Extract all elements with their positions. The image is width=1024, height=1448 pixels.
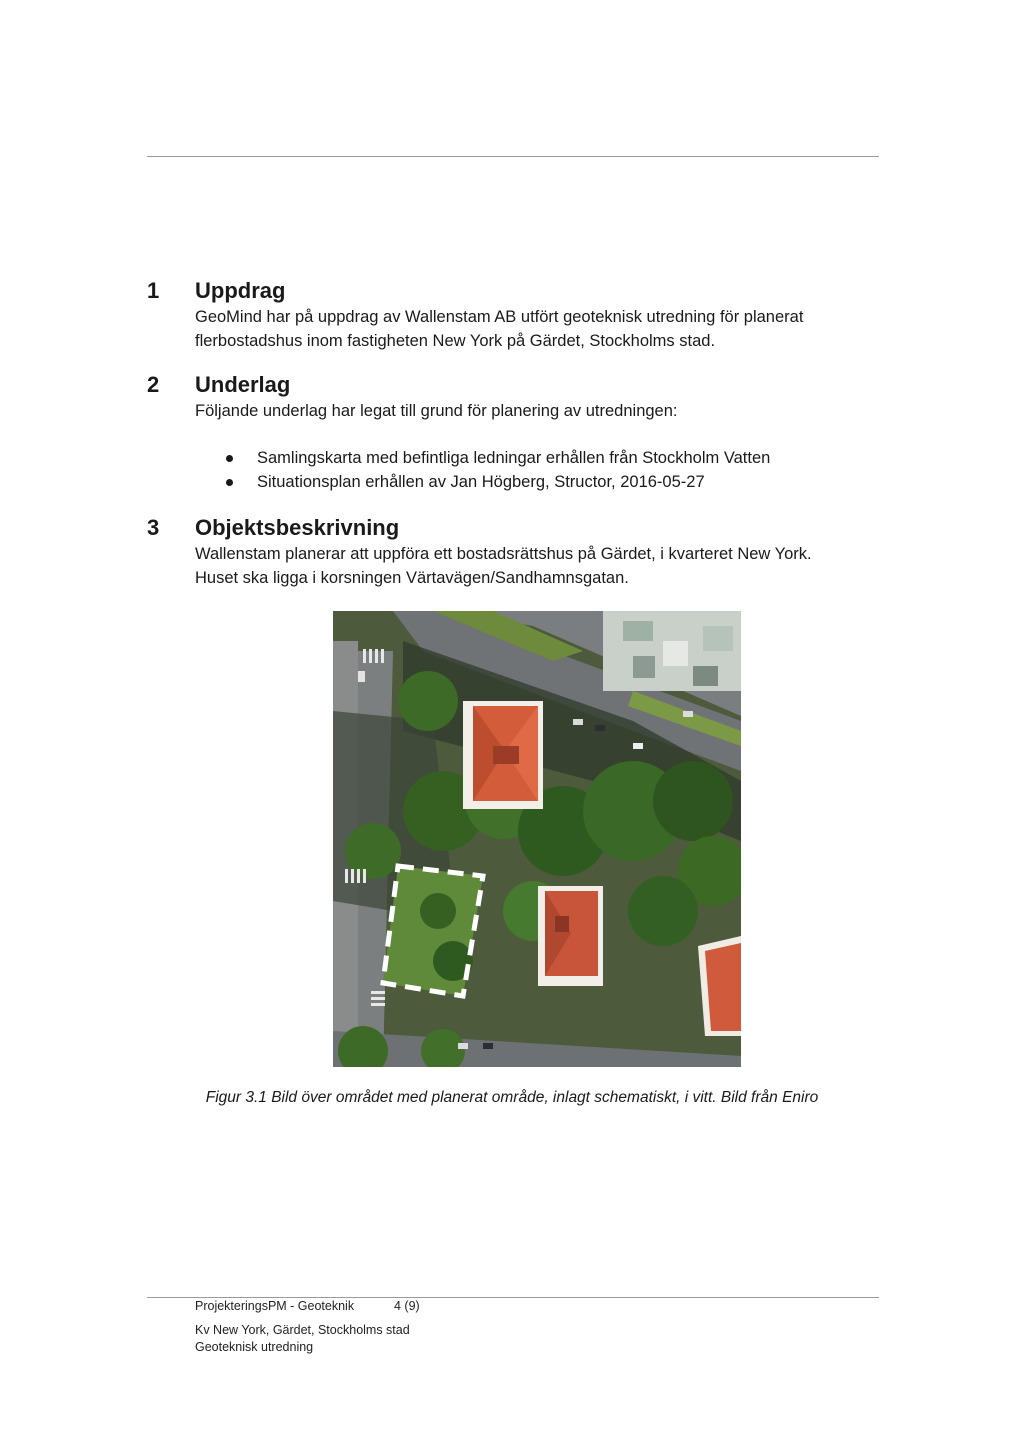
section-number: 2 — [147, 372, 160, 397]
section-title: Uppdrag — [195, 278, 286, 303]
footer-doc-title: ProjekteringsPM - Geoteknik — [195, 1299, 355, 1313]
bullet-icon — [226, 455, 233, 462]
header-rule — [147, 156, 879, 157]
body-line: flerbostadshus inom fastigheten New York på Gärdet, Stockholms stad. — [195, 332, 716, 350]
list-item-text: Samlingskarta med befintliga ledningar erhållen från Stockholm Vatten — [257, 449, 771, 467]
section-body — [195, 542, 885, 590]
list-item-text: Situationsplan erhållen av Jan Högberg, Structor, 2016-05-27 — [257, 473, 705, 491]
section-body — [195, 305, 885, 353]
footer-project: Kv New York, Gärdet, Stockholms stad — [195, 1323, 410, 1337]
body-line: Wallenstam planerar att uppföra ett bostadsrättshus på Gärdet, i kvarteret New York. — [195, 545, 812, 563]
section-title: Underlag — [195, 372, 291, 397]
body-line: GeoMind har på uppdrag av Wallenstam AB utfört geoteknisk utredning för planerat — [195, 308, 804, 326]
section-body — [195, 399, 885, 423]
aerial-photo — [333, 611, 741, 1067]
figure-caption: Figur 3.1 Bild över området med planerat område, inlagt schematiskt, i vitt. Bild från Eniro — [205, 1089, 819, 1106]
bullet-icon — [226, 479, 233, 486]
footer-report-type: Geoteknisk utredning — [195, 1340, 314, 1354]
bullet-list — [226, 446, 770, 494]
section-title: Objektsbeskrivning — [195, 515, 400, 540]
footer-page-number: 4 (9) — [394, 1299, 420, 1313]
list-item — [226, 446, 770, 470]
body-line: Huset ska ligga i korsningen Värtavägen/Sandhamnsgatan. — [195, 569, 629, 587]
footer-rule — [147, 1297, 879, 1298]
body-line: Följande underlag har legat till grund för planering av utredningen: — [195, 402, 678, 420]
list-item — [226, 470, 770, 494]
section-number: 1 — [147, 278, 160, 303]
section-number: 3 — [147, 515, 160, 540]
